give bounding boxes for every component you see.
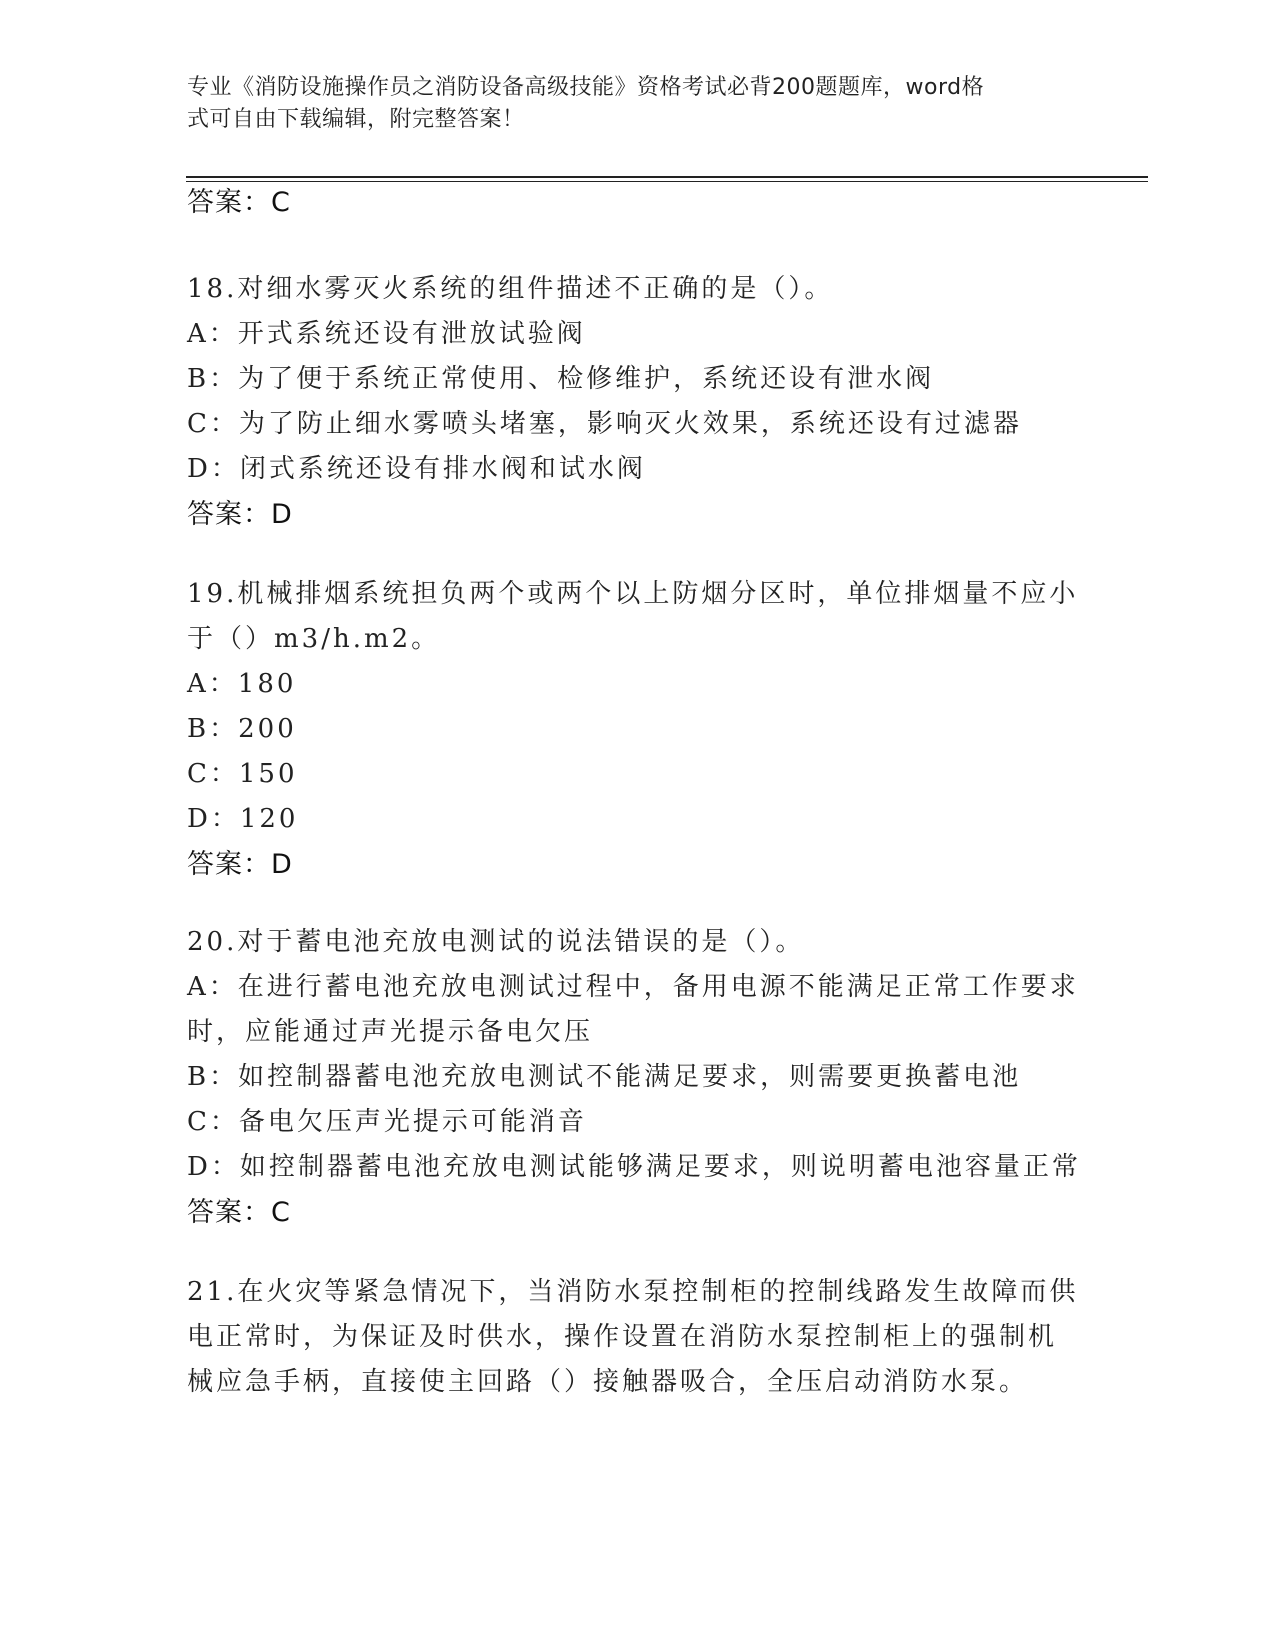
option-a-line-1: A：在进行蓄电池充放电测试过程中，备用电源不能满足正常工作要求 [187,972,1079,1002]
question-stem-line-2: 电正常时，为保证及时供水，操作设置在消防水泵控制柜上的强制机 [187,1322,1058,1352]
previous-answer [187,180,1087,225]
option-c: C：为了防止细水雾喷头堵塞，影响灭火效果，系统还设有过滤器 [187,409,1022,439]
header-line-1: 专业《消防设施操作员之消防设备高级技能》资格考试必背200题题库，word格 [187,75,985,100]
option-d: D：闭式系统还设有排水阀和试水阀 [187,454,646,484]
option-c: C：150 [187,759,298,789]
header-divider-thick [186,176,1148,178]
question-18 [187,267,1087,537]
option-a-line-2: 时，应能通过声光提示备电欠压 [187,1017,594,1047]
page-header [187,72,1067,136]
question-stem: 20.对于蓄电池充放电测试的说法错误的是（）。 [187,927,805,957]
question-20 [187,920,1087,1235]
option-b: B：如控制器蓄电池充放电测试不能满足要求，则需要更换蓄电池 [187,1062,1022,1092]
answer-label: 答案：C [187,187,291,218]
option-b: B：为了便于系统正常使用、检修维护，系统还设有泄水阀 [187,364,935,394]
answer-label: 答案：D [187,499,293,530]
question-21 [187,1270,1087,1405]
option-b: B：200 [187,714,297,744]
answer-label: 答案：C [187,1197,291,1228]
answer-label: 答案：D [187,849,293,880]
option-a: A：180 [187,669,297,699]
option-d: D：如控制器蓄电池充放电测试能够满足要求，则说明蓄电池容量正常 [187,1152,1081,1182]
question-stem-line-3: 械应急手柄，直接使主回路（）接触器吸合，全压启动消防水泵。 [187,1367,1029,1397]
question-stem-line-1: 21.在火灾等紧急情况下，当消防水泵控制柜的控制线路发生故障而供 [187,1277,1079,1307]
option-c: C：备电欠压声光提示可能消音 [187,1107,587,1137]
header-line-2: 式可自由下载编辑，附完整答案！ [187,107,525,132]
question-stem-line-1: 19.机械排烟系统担负两个或两个以上防烟分区时，单位排烟量不应小 [187,579,1079,609]
question-19 [187,572,1087,887]
option-d: D：120 [187,804,299,834]
option-a: A：开式系统还设有泄放试验阀 [187,319,586,349]
question-stem: 18.对细水雾灭火系统的组件描述不正确的是（）。 [187,274,834,304]
question-stem-line-2: 于（）m3/h.m2。 [187,624,441,654]
